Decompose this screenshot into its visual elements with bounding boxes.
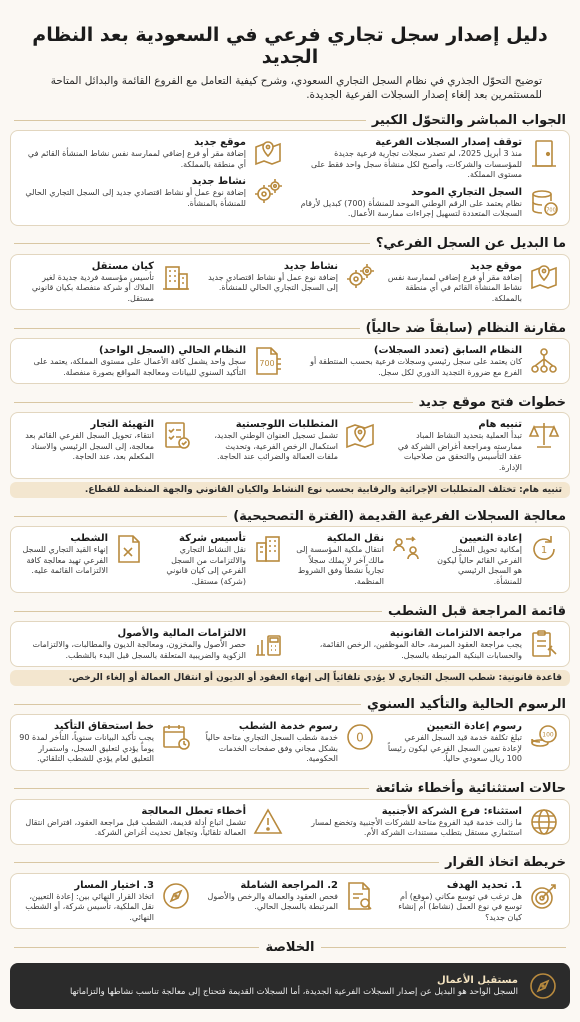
clipboard-hammer-icon — [527, 627, 561, 661]
info-item — [203, 720, 377, 765]
summary-card — [10, 963, 570, 1009]
section-header — [10, 779, 570, 799]
info-item — [433, 532, 561, 587]
database-icon — [527, 186, 561, 220]
item-title: 3. اختيار المسار — [74, 879, 154, 891]
info-item — [295, 805, 561, 839]
calendar-icon — [159, 720, 193, 754]
section-title: ما البديل عن السجل الفرعي؟ — [375, 236, 566, 251]
info-item — [387, 879, 561, 924]
item-desc: نقل النشاط التجاري والالتزامات من السجل الفرعي إلى كيان قانوني (شركة) مستقل. — [166, 545, 246, 586]
card — [10, 873, 570, 930]
section-header — [10, 234, 570, 254]
info-item — [387, 418, 561, 473]
page-title: دليل إصدار سجل تجاري فرعي في السعودية بعد النظام الجديد — [32, 24, 548, 68]
item-desc: نظام يعتمد على الرقم الوطني الموحد للمنشأة (700) كبديل لأرقام السجلات المتعددة لتسهيل إجراءات ممارسة الأعمال. — [300, 198, 522, 218]
item-desc: انتقاء، تحويل السجل الفرعي القائم بعد معالجة، إلى السجل الرئيسي والاسناد المكعلم بعد، عند الحاجة. — [25, 431, 154, 461]
note-banner: تنبيه هام: تختلف المتطلبات الإجرائية والرقابية بحسب نوع النشاط والكيان القانوني والجهة المنظمة للقطاع. — [10, 482, 570, 498]
divider — [14, 611, 382, 612]
zero-fee-icon — [343, 720, 377, 754]
divider — [321, 947, 566, 948]
card — [10, 621, 570, 667]
gears-icon — [343, 260, 377, 294]
section-header — [10, 853, 570, 873]
item-desc: تشمل اتباع أدلة قديمة، الشطب قبل مراجعة العقود، افتراض انتقال العمالة تلقائياً، وتجاهل تحديث أغراض الشركة. — [25, 817, 246, 837]
card-column — [295, 136, 561, 220]
section-direct-answer — [10, 110, 570, 226]
section-comparison — [10, 318, 570, 384]
divider — [14, 402, 413, 403]
target-icon — [527, 879, 561, 913]
info-item — [19, 175, 285, 209]
item-desc: تبلغ تكلفة خدمة قيد السجل الفرعي لإعادة تعيين السجل الفرعي ليكون رئيساً 100 ريال سعودي حالياً. — [387, 733, 522, 763]
item-desc: كان يعتمد على سجل رئيسي وسجلات فرعية بحسب المنتطقة أو الفرع مع ضرورة التجديد الدوري لكل سجل. — [310, 357, 522, 377]
info-item — [295, 344, 561, 378]
section-title: خريطة اتخاذ القرار — [445, 855, 566, 870]
item-title: رسوم خدمة الشطب — [238, 721, 338, 732]
globe-icon — [527, 805, 561, 839]
section-title: خطوات فتح موقع جديد — [418, 394, 566, 410]
item-title: موقع جديد — [470, 260, 522, 272]
info-item — [19, 260, 193, 305]
item-desc: إضافة مقر أو فرع إضافي لممارسة نفس نشاط المنشأة القائم في أي منطقة بالمملكة. — [387, 272, 522, 303]
finance-calculator-icon — [251, 627, 285, 661]
section-header — [10, 937, 570, 957]
item-desc: إنهاء القيد التجاري للسجل الفرعي تهيد معالجة كافة الالتزامات القائمة عليه. — [22, 545, 108, 575]
item-title: 2. المراجعة الشاملة — [240, 879, 338, 891]
note-banner: قاعدة قانونية: شطب السجل التجاري لا يؤدي تلقائياً إلى إنهاء العقود أو الديون أو انتقال العمالة أو إلغاء الرخص. — [10, 670, 570, 686]
item-desc: منذ 3 أبريل 2025، لم تصدر سجلات تجارية فرعية جديدة للمؤسسات والشركات، وأصبح لكل منشأة سجل واحد فقط على مستوى المملكة. — [311, 149, 522, 179]
divider — [14, 243, 370, 244]
card — [10, 130, 570, 226]
section-header — [10, 601, 570, 621]
summary-title: مستقبل الأعمال — [437, 975, 518, 987]
divider — [14, 328, 360, 329]
item-title: المتطلبات اللوجستية — [235, 419, 338, 430]
item-title: النظام الحالي (السجل الواحد) — [98, 345, 246, 356]
section-header — [10, 506, 570, 526]
document-x-icon — [113, 532, 147, 566]
section-title: معالجة السجلات الفرعية القديمة (الفترة التصحيحية) — [233, 508, 566, 524]
item-title: تأسيس شركة — [179, 533, 246, 544]
item-title: أخطاء تعطل المعالجة — [141, 805, 246, 817]
section-fees — [10, 694, 570, 771]
info-item — [157, 532, 285, 587]
item-desc: يجب مراجعة العقود المبرمة، حالة الموظفين، الرخص القائمة، والحسابات البنكية المرتبطة بالسجل. — [319, 640, 522, 660]
card — [10, 526, 570, 593]
section-title: الخلاصة — [265, 939, 315, 955]
info-item — [295, 627, 561, 661]
item-desc: هل ترغب في توسع مكاني (موقع) أم توسع في نوع العمل (نشاط) أم إنشاء كيان جديد؟ — [398, 891, 522, 922]
info-item — [387, 260, 561, 305]
item-title: النظام السابق (تعدد السجلات) — [373, 345, 522, 356]
item-title: رسوم إعادة التعيين — [426, 721, 522, 732]
item-desc: ما زالت خدمة قيد الفروع متاحة للشركات الأجنبية وتخضع لمسار استثماري مستقل بتطلب مستندات الشركة الأم. — [311, 817, 522, 837]
item-desc: تشمل تسجيل العنوان الوطني الجديد، استكمال الرخص الفرعية، وتحديث ملفات العمالة والضرائب عند الحاجة. — [214, 431, 338, 461]
gears-icon — [251, 175, 285, 209]
section-header — [10, 110, 570, 130]
item-title: خط استحقاق التأكيد — [53, 721, 154, 732]
section-title: الرسوم الحالية والتأكيد السنوي — [366, 696, 566, 712]
intro-text: توضيح التحوّل الجذري في نظام السجل التجاري السعودي، وشرح كيفية التعامل مع الفروع القائمة والبدائل المتاحة للمستثمرين بعد إلغاء إصدار السجلات الفرعية الجديدة. — [50, 75, 542, 101]
item-desc: تبدأ العملية بتحديد النشاط المباد ممارسته ومراجعة أغراض الشركة في عقد التأسيس والتحقق من صلاحيات الإدارة. — [397, 431, 522, 472]
section-new-location-steps — [10, 392, 570, 498]
info-item — [295, 186, 561, 220]
section-summary — [10, 937, 570, 1009]
divider — [14, 516, 227, 517]
door-icon — [527, 136, 561, 170]
location-map-icon — [527, 260, 561, 294]
card — [10, 254, 570, 311]
section-title: قائمة المراجعة قبل الشطب — [387, 603, 566, 619]
item-desc: سجل واحد يشمل كافة الأعمال على مستوى المملكة، يعتمد على التأكيد السنوي للبيانات ومعالجة المواقع بصورة منفصلة. — [33, 357, 246, 377]
item-desc: فحص العقود والعمالة والرخص والأصول المرتبطة بالسجل الحالي. — [207, 891, 338, 911]
item-desc: خدمة شطب السجل التجاري متاحة حالياً بشكل مجاني وفق صفحات الخدمات الحكومية. — [205, 733, 338, 763]
item-title: كيان مستقل — [91, 260, 154, 272]
info-item — [203, 418, 377, 463]
info-item — [19, 879, 193, 924]
item-desc: إمكانية تحويل السجل الفرعي القائم حالياً ليكون هو السجل الرئيسي للمنشأة. — [437, 545, 522, 586]
item-desc: إضافة مقر أو فرع إضافي لممارسة نفس نشاط المنشأة القائم في أي منطقة بالمملكة. — [27, 149, 246, 169]
coins-100-icon — [527, 720, 561, 754]
cycle-one-icon — [527, 532, 561, 566]
item-title: نشاط جديد — [283, 260, 338, 272]
divider — [14, 120, 366, 121]
item-title: موقع جديد — [194, 137, 246, 148]
item-title: 1. تحديد الهدف — [446, 879, 522, 891]
info-item — [19, 136, 285, 170]
divider — [14, 862, 439, 863]
divider — [14, 704, 361, 705]
item-title: نشاط جديد — [191, 176, 246, 187]
item-title: تنبيه هام — [478, 419, 522, 430]
info-item — [203, 879, 377, 913]
compass-icon — [159, 879, 193, 913]
card — [10, 714, 570, 771]
item-title: الشطب — [70, 533, 108, 544]
section-header — [10, 694, 570, 714]
info-item — [19, 627, 285, 661]
section-exceptions — [10, 779, 570, 845]
card — [10, 799, 570, 845]
item-desc: اتخاذ القرار النهائي بين: إعادة التعيين، نقل الملكية، تأسيس شركة، أو الشطب النهائي. — [25, 891, 154, 922]
document-700-icon — [251, 344, 285, 378]
item-desc: حصر الأصول والمخزون، ومعالجة الديون والمطالبات، والالتزامات الزكوية والضريبية المتعلقة بالسجل قبل البدء بالشطب. — [32, 640, 246, 660]
transfer-icon — [389, 532, 423, 566]
info-item — [295, 136, 561, 181]
item-title: إعادة التعيين — [459, 533, 522, 544]
section-header — [10, 318, 570, 338]
item-title: مراجعة الالتزامات القانونية — [389, 628, 522, 639]
section-title: مقارنة النظام (سابقاً ضد حالياً) — [365, 320, 566, 336]
item-title: استثناء: فرع الشركة الأجنبية — [381, 805, 522, 817]
section-checklist — [10, 601, 570, 686]
warning-icon — [251, 805, 285, 839]
info-item — [203, 260, 377, 294]
compass-icon — [526, 969, 560, 1003]
building-icon — [159, 260, 193, 294]
item-desc: إضافة نوع عمل أو نشاط اقتصادي جديد إلى السجل التجاري الحالي للمنشأة بالمنشأة. — [25, 188, 246, 208]
review-doc-icon — [343, 879, 377, 913]
item-desc: يجب تأكيد البيانات سنوياً، التأخر لمدة 90 يوماً يؤدي لتعليق السجل، واستمرار التعليق لعام يؤدي للشطب التلقائي. — [19, 733, 154, 763]
item-title: السجل التجاري الموحد — [411, 186, 522, 198]
section-alternatives — [10, 234, 570, 311]
people-network-icon — [527, 344, 561, 378]
section-title: الجواب المباشر والتحوّل الكبير — [371, 112, 566, 128]
info-item — [19, 344, 285, 378]
info-item — [19, 805, 285, 839]
info-item — [387, 720, 561, 765]
divider — [14, 947, 259, 948]
section-decision-map — [10, 853, 570, 930]
info-item — [19, 532, 147, 577]
item-desc: انتقال ملكية المؤسسة إلى مالك آخر لا يملك سجلاً تجارياً نشطاً وفق الشروط المنظمة. — [296, 545, 384, 586]
item-desc: تأسيس مؤسسة فردية جديدة لغير الملاك أو شركة منفصلة بكيان قانوني مستقل. — [31, 272, 154, 303]
summary-desc: السجل الواحد هو البديل عن إصدار السجلات الفرعية الجديدة، أما السجلات القديمة فتحتاج إلى معالجة تناسب نشاطها والتزاماتها — [70, 987, 518, 998]
item-title: الالتزامات المالية والأصول — [117, 628, 246, 639]
item-title: التهيئة التجار — [90, 419, 154, 430]
card — [10, 412, 570, 479]
section-title: حالات استثنائية وأخطاء شائعة — [375, 781, 566, 796]
info-item — [19, 720, 193, 765]
checklist-icon — [159, 418, 193, 452]
location-map-icon — [251, 136, 285, 170]
company-building-icon — [251, 532, 285, 566]
map-pin-icon — [343, 418, 377, 452]
info-item — [295, 532, 423, 587]
item-title: نقل الملكية — [326, 533, 384, 544]
card — [10, 338, 570, 384]
info-item — [19, 418, 193, 463]
section-header — [10, 392, 570, 412]
divider — [14, 788, 369, 789]
section-legacy-records — [10, 506, 570, 593]
item-desc: إضافة نوع عمل أو نشاط اقتصادي جديد إلى السجل التجاري الحالي للمنشأة. — [208, 272, 338, 292]
card-column — [19, 136, 285, 220]
item-title: توقف إصدار السجلات الفرعية — [375, 137, 522, 148]
scale-icon — [527, 418, 561, 452]
